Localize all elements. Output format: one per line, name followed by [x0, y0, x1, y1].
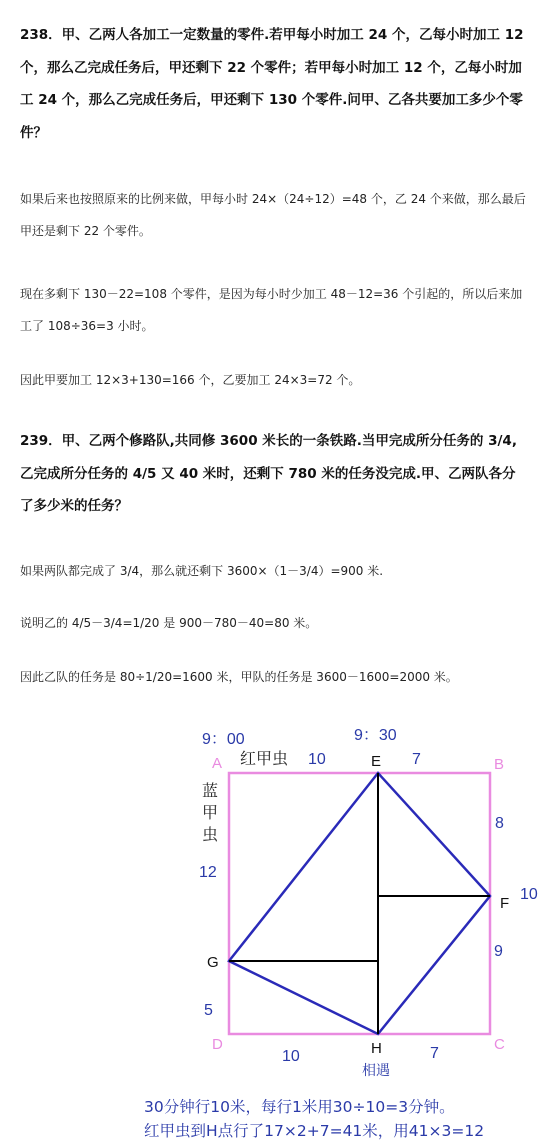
seg-f-right-label: 10 — [520, 886, 538, 903]
seg-dh-label: 10 — [282, 1048, 300, 1065]
problem-238-step-2: 现在多剩下 130－22=108 个零件，是因为每小时少加工 48－12=36 个引起的，所以后来加工了 108÷36=3 小时。 — [20, 287, 523, 333]
blue-beetle-label-2: 甲 — [202, 803, 219, 822]
seg-gd-label: 5 — [204, 1002, 213, 1019]
meet-label: 相遇 — [362, 1063, 390, 1079]
beetle-path-diagram — [140, 718, 538, 1141]
problem-238-question: 238．甲、乙两人各加工一定数量的零件.若甲每小时加工 24 个，乙每小时加工 12 个，那么乙完成任务后，甲还剩下 22 个零件；若甲每小时加工 12 个，乙每小时加工 24 个，那么乙完成任务后，甲还剩下 130 个零件.问甲、乙各共要加工多少个零件？ — [20, 27, 524, 141]
problem-239-step-1: 如果两队都完成了 3/4，那么就还剩下 3600×（1－3/4）=900 米. — [20, 564, 384, 578]
point-b-label: B — [494, 756, 505, 773]
time-mid-label: 9：30 — [354, 727, 397, 744]
problem-239-step-3: 因此乙队的任务是 80÷1/20=1600 米，甲队的任务是 3600－1600=2000 米。 — [20, 670, 458, 684]
point-c-label: C — [494, 1036, 505, 1053]
square-abcd — [229, 773, 490, 1034]
seg-fc-label: 9 — [494, 943, 503, 960]
point-f-label: F — [500, 895, 510, 912]
red-beetle-label: 红甲虫 — [240, 749, 289, 768]
seg-hc-label: 7 — [430, 1045, 439, 1062]
seg-eb-label: 7 — [412, 751, 421, 768]
problem-239-step-2: 说明乙的 4/5－3/4=1/20 是 900－780－40=80 米。 — [20, 616, 318, 630]
point-e-label: E — [371, 753, 382, 770]
blue-beetle-label-1: 蓝 — [202, 781, 219, 800]
problem-238-step-3: 因此甲要加工 12×3+130=166 个，乙要加工 24×3=72 个。 — [20, 373, 361, 387]
blue-beetle-label-3: 虫 — [202, 825, 219, 844]
point-h-label: H — [371, 1040, 382, 1057]
path-efhg — [229, 773, 490, 1034]
point-g-label: G — [207, 954, 219, 971]
note-line-1: 30分钟行10米，每行1米用30÷10=3分钟。 — [144, 1098, 455, 1116]
seg-bf-label: 8 — [495, 815, 504, 832]
problem-239-question: 239．甲、乙两个修路队,共同修 3600 米长的一条铁路.当甲完成所分任务的 3/4,乙完成所分任务的 4/5 又 40 米时，还剩下 780 米的任务没完成.甲、乙两队各分了多少米的任务？ — [20, 433, 517, 514]
note-line-2: 红甲虫到H点行了17×2+7=41米，用41×3=12 — [144, 1122, 485, 1140]
time-start-label: 9：00 — [202, 731, 245, 748]
point-a-label: A — [212, 755, 223, 772]
point-d-label: D — [212, 1036, 223, 1053]
seg-ag-label: 12 — [199, 864, 217, 881]
problem-238-step-1: 如果后来也按照原来的比例来做，甲每小时 24×（24÷12）=48 个，乙 24 个来做，那么最后甲还是剩下 22 个零件。 — [20, 192, 526, 238]
seg-ae-label: 10 — [308, 751, 326, 768]
